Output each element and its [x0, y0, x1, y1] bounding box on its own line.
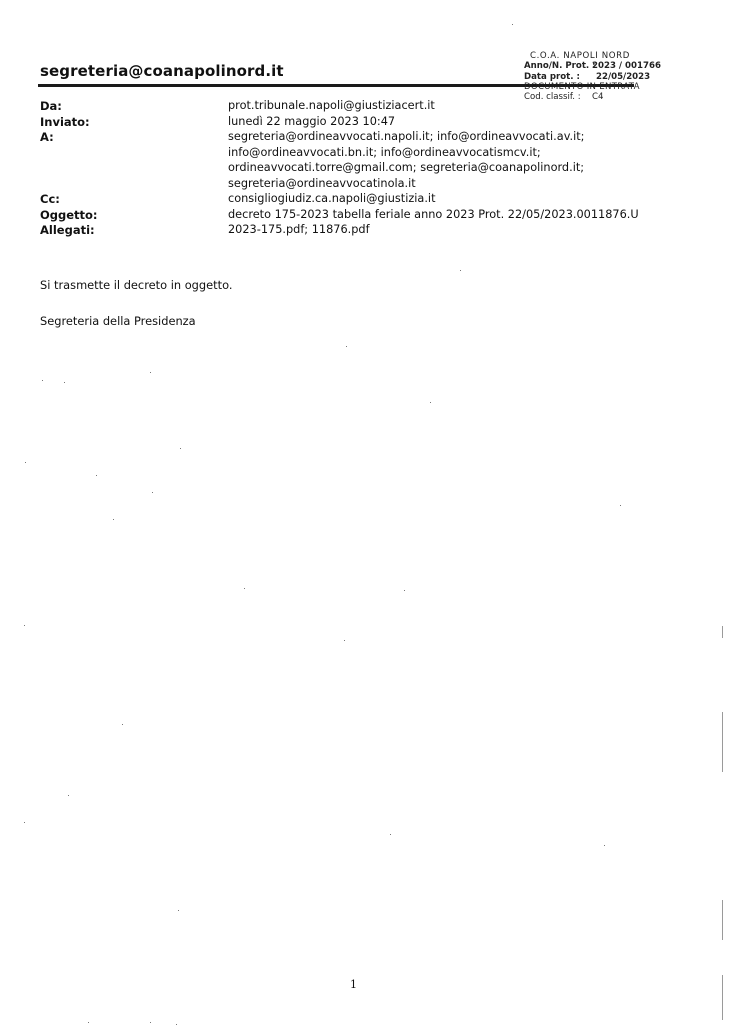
stamp-class-value: C4	[592, 92, 604, 103]
scan-speck	[88, 1022, 89, 1023]
scan-speck	[68, 795, 69, 796]
stamp-class-row	[524, 92, 661, 102]
scan-speck	[152, 492, 153, 493]
scan-speck	[620, 505, 621, 506]
scan-speck	[64, 382, 65, 383]
scan-speck	[150, 1022, 151, 1023]
scan-speck	[42, 380, 43, 381]
page-number: 1	[350, 978, 357, 991]
stamp-prot-value: 2023 / 001766	[592, 61, 661, 72]
scan-speck	[244, 588, 245, 589]
stamp-prot-label: Anno/N. Prot. :	[524, 61, 596, 72]
sent-value: lunedì 22 maggio 2023 10:47	[228, 114, 396, 128]
subject-value: decreto 175-2023 tabella feriale anno 2023 Prot. 22/05/2023.0011876.U	[228, 207, 639, 221]
mailbox-title: segreteria@coanapolinord.it	[40, 62, 284, 80]
to-line-1: segreteria@ordineavvocati.napoli.it; info@ordineavvocati.av.it;	[228, 130, 585, 143]
scan-edge-mark	[722, 626, 723, 638]
scan-speck	[604, 845, 605, 846]
scan-edge-mark	[722, 712, 723, 772]
scan-speck	[344, 640, 345, 641]
scan-speck	[180, 448, 181, 449]
scan-edge-mark	[722, 975, 723, 1020]
stamp-date-value: 22/05/2023	[596, 71, 651, 82]
subject-label: Oggetto:	[40, 207, 98, 222]
stamp-date-row	[524, 72, 661, 82]
from-value: prot.tribunale.napoli@giustiziacert.it	[228, 99, 435, 112]
message-body: Si trasmette il decreto in oggetto.	[40, 278, 233, 292]
scan-speck	[24, 822, 25, 823]
to-line-2: info@ordineavvocati.bn.it; info@ordineavvocatismcv.it;	[228, 145, 541, 159]
stamp-protocol-row	[524, 61, 661, 71]
scan-speck	[512, 24, 513, 25]
message-signature: Segreteria della Presidenza	[40, 314, 196, 328]
scan-speck	[178, 910, 179, 911]
scan-speck	[122, 724, 123, 725]
scan-speck	[346, 346, 347, 347]
to-line-3: ordineavvocati.torre@gmail.com; segreteria@coanapolinord.it;	[228, 161, 585, 174]
stamp-class-label: Cod. classif. :	[524, 92, 581, 103]
attachments-value: 2023-175.pdf; 11876.pdf	[228, 223, 370, 236]
scan-speck	[113, 519, 114, 520]
scan-speck	[24, 625, 25, 626]
stamp-office: C.O.A. NAPOLI NORD	[530, 51, 630, 61]
scan-speck	[460, 270, 461, 271]
stamp-date-label: Data prot. :	[524, 71, 580, 82]
from-label: Da:	[40, 99, 62, 113]
stamp-document-type: DOCUMENTO IN ENTRATA	[524, 81, 640, 92]
scan-speck	[430, 402, 431, 403]
scan-speck	[390, 834, 391, 835]
to-label: A:	[40, 130, 54, 144]
sent-label: Inviato:	[40, 114, 90, 129]
scan-speck	[176, 1024, 177, 1025]
scan-speck	[25, 462, 26, 463]
to-line-4: segreteria@ordineavvocatinola.it	[228, 176, 416, 190]
scan-edge-mark	[722, 900, 723, 940]
scan-speck	[404, 590, 405, 591]
protocol-stamp	[524, 51, 661, 102]
attachments-label: Allegati:	[40, 223, 95, 237]
cc-value: consigliogiudiz.ca.napoli@giustizia.it	[228, 192, 436, 205]
cc-label: Cc:	[40, 192, 60, 206]
scan-speck	[96, 475, 97, 476]
scan-speck	[150, 372, 151, 373]
